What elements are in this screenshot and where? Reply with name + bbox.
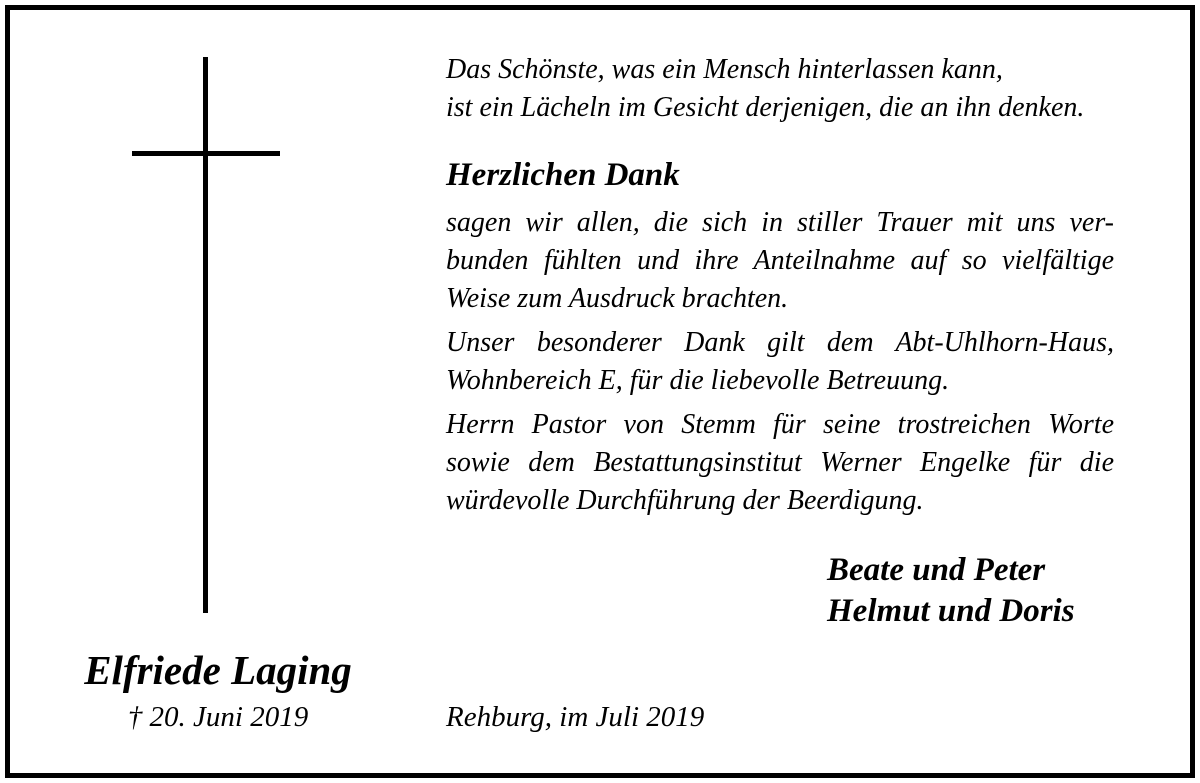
paragraph-line: Weise zum Ausdruck brachten.	[446, 283, 789, 314]
cross-icon-vertical-bar	[203, 57, 208, 613]
signatory-line: Helmut und Doris	[827, 593, 1075, 629]
thanks-heading: Herzlichen Dank	[446, 157, 680, 193]
signatories	[827, 550, 1075, 632]
care-home-paragraph	[446, 324, 1114, 400]
quote-line: Das Schönste, was ein Mensch hinterlassen kann,	[446, 54, 1003, 85]
deceased-name: Elfriede Laging	[84, 647, 352, 693]
paragraph-line: sowie dem Bestattungsinstitut Werner Engelke für die	[446, 447, 1114, 478]
place-date: Rehburg, im Juli 2019	[446, 701, 705, 733]
thanks-paragraph	[446, 204, 1114, 318]
paragraph-line: bunden fühlten und ihre Anteilnahme auf so vielfältige	[446, 245, 1114, 276]
signatory-line: Beate und Peter	[827, 552, 1046, 588]
paragraph-line: sagen wir allen, die sich in stiller Trauer mit uns ver-	[446, 207, 1114, 238]
paragraph-line: Wohnbereich E, für die liebevolle Betreuung.	[446, 365, 950, 396]
paragraph-line: würdevolle Durchführung der Beerdigung.	[446, 485, 924, 516]
quote-line: ist ein Lächeln im Gesicht derjenigen, die an ihn denken.	[446, 92, 1085, 123]
paragraph-line: Unser besonderer Dank gilt dem Abt-Uhlhorn-Haus,	[446, 327, 1114, 358]
cross-icon-horizontal-bar	[132, 151, 280, 156]
memorial-quote	[446, 51, 1146, 127]
death-date: † 20. Juni 2019	[127, 701, 309, 733]
pastor-paragraph	[446, 406, 1114, 520]
paragraph-line: Herrn Pastor von Stemm für seine trostreichen Worte	[446, 409, 1114, 440]
